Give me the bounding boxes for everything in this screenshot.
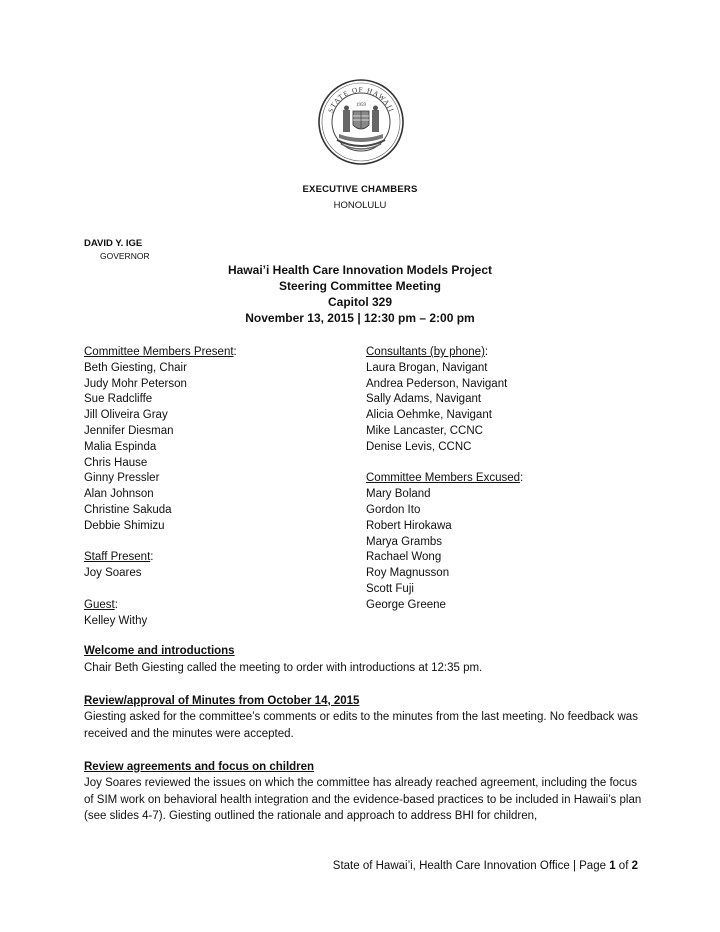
page-footer: State of Hawai’i, Health Care Innovation Office | Page 1 of 2	[332, 860, 638, 872]
consultants-heading: Consultants (by phone):	[366, 346, 489, 358]
consultant: Alicia Oehmke, Navigant	[366, 409, 492, 422]
city-heading: HONOLULU	[333, 200, 387, 211]
member-present: Alan Johnson	[84, 488, 154, 501]
meeting-name: Steering Committee Meeting	[278, 279, 442, 293]
member-excused: Scott Fuji	[366, 582, 414, 595]
consultant: Andrea Pederson, Navigant	[366, 377, 508, 390]
meeting-datetime: November 13, 2015 | 12:30 pm – 2:00 pm	[245, 311, 475, 325]
meeting-title-block	[0, 262, 720, 326]
staff-member: Joy Soares	[84, 567, 142, 580]
member-excused: Marya Grambs	[366, 535, 443, 548]
member-excused: Robert Hirokawa	[366, 519, 452, 532]
members-excused-heading: Committee Members Excused:	[366, 472, 524, 485]
member-excused: Mary Boland	[366, 488, 431, 501]
member-excused: George Greene	[366, 598, 446, 611]
guest-name: Kelley Withy	[84, 614, 148, 627]
member-present: Jennifer Diesman	[84, 424, 174, 437]
state-seal	[317, 78, 405, 166]
member-excused: Gordon Ito	[366, 503, 421, 516]
member-present: Sue Radcliffe	[84, 393, 153, 406]
project-title: Hawai’i Health Care Innovation Models Project	[227, 263, 493, 277]
seal-year: 1959	[356, 103, 366, 108]
member-present: Jill Oliveira Gray	[84, 409, 168, 422]
seal-ring-text: STATE OF HAWAII	[326, 85, 396, 114]
office-heading: EXECUTIVE CHAMBERS	[302, 184, 418, 195]
svg-text:STATE OF HAWAII	[327, 86, 396, 114]
consultant: Denise Levis, CCNC	[366, 440, 472, 453]
member-present: Beth Giesting, Chair	[84, 361, 187, 374]
section-title: Welcome and introductions	[84, 645, 235, 657]
member-present: Malia Espinda	[84, 440, 157, 453]
footer-of-word: of	[618, 860, 629, 872]
meeting-location: Capitol 329	[327, 295, 393, 309]
member-present: Christine Sakuda	[84, 503, 172, 516]
staff-present-heading: Staff Present:	[84, 551, 154, 564]
members-present-heading: Committee Members Present:	[84, 346, 237, 358]
consultant: Laura Brogan, Navigant	[366, 361, 488, 374]
footer-page-current: 1	[609, 860, 616, 872]
footer-page-total: 2	[631, 860, 638, 872]
minutes-body	[84, 643, 644, 825]
section-title: Review agreements and focus on children	[84, 760, 315, 773]
member-present: Debbie Shimizu	[84, 519, 165, 532]
member-excused: Rachael Wong	[366, 551, 442, 564]
section-text: Giesting asked for the committee’s comments or edits to the minutes from the last meeting. No feedback was received and the minutes were accepted.	[84, 711, 638, 740]
consultant: Sally Adams, Navigant	[366, 393, 482, 406]
governor-title: GOVERNOR	[100, 251, 150, 261]
member-present: Chris Hause	[84, 456, 148, 469]
footer-office: State of Hawai’i, Health Care Innovation Office	[332, 860, 570, 872]
section-text: Chair Beth Giesting called the meeting to order with introductions at 12:35 pm.	[84, 661, 483, 674]
consultant: Mike Lancaster, CCNC	[366, 424, 483, 437]
member-present: Ginny Pressler	[84, 472, 160, 485]
section-text: Joy Soares reviewed the issues on which the committee has already reached agreement, including the focus of SIM work on behavioral health integration and the evidence-based practices to be included in Hawaii’s plan (see slides 4-7). Giesting outlined the rationale and approach to address BHI for children,	[84, 777, 642, 822]
member-excused: Roy Magnusson	[366, 567, 450, 580]
attendance-left-column	[84, 345, 237, 629]
governor-name: DAVID Y. IGE	[84, 238, 143, 249]
footer-page-word: Page	[579, 860, 606, 872]
section-title: Review/approval of Minutes from October 14, 2015	[84, 694, 360, 707]
member-present: Judy Mohr Peterson	[84, 377, 187, 390]
attendance-right-column	[366, 345, 523, 614]
guest-heading: Guest:	[84, 598, 118, 611]
